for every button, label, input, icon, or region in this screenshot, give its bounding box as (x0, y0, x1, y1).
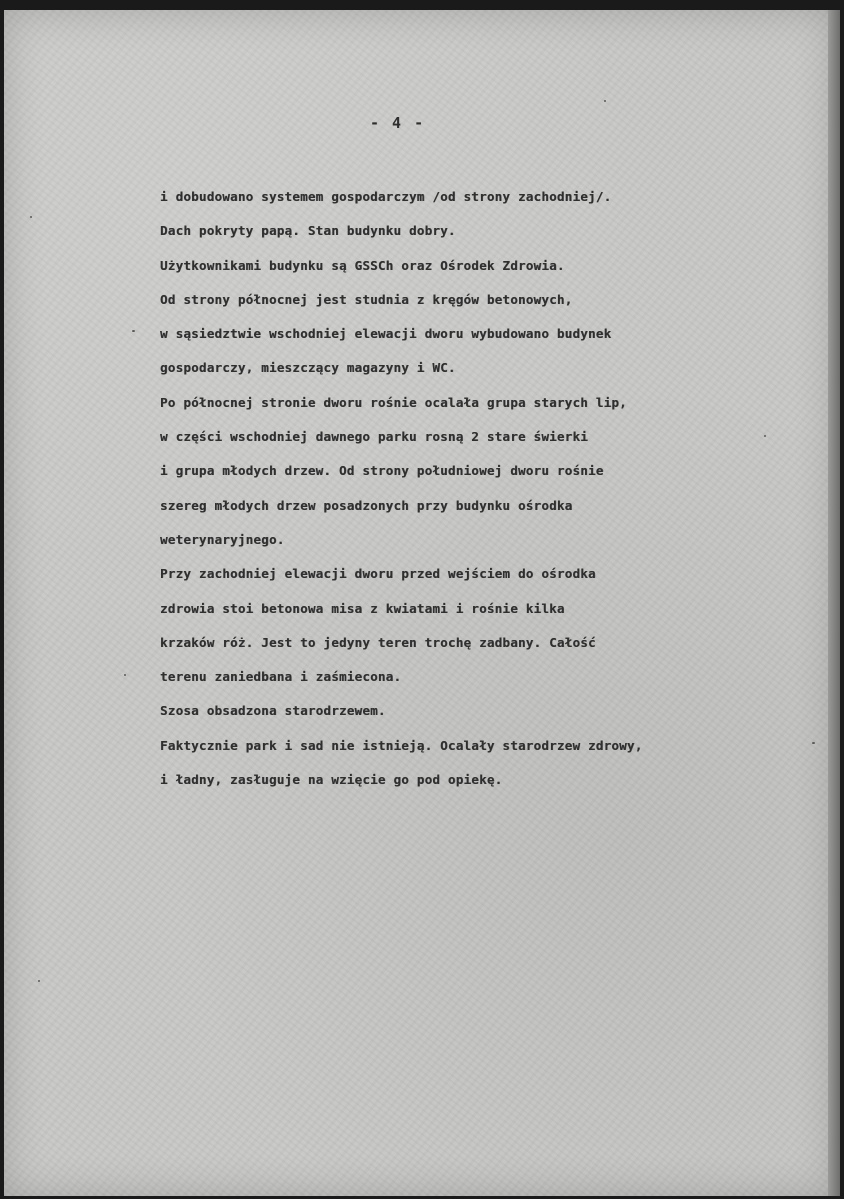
page-edge-shadow (828, 10, 840, 1196)
body-line: i dobudowano systemem gospodarczym /od strony zachodniej/. (160, 189, 612, 204)
speck (764, 435, 766, 437)
body-line: w części wschodniej dawnego parku rosną 2 stare świerki (160, 429, 589, 445)
speck (604, 100, 606, 102)
typewritten-body (160, 180, 820, 797)
body-line: weterynaryjnego. (160, 531, 285, 547)
body-line: i ładny, zasługuje na wzięcie go pod opiekę. (160, 772, 503, 788)
body-line: Od strony północnej jest studnia z kręgów betonowych, (160, 291, 573, 307)
page-number: - 4 - (370, 114, 426, 132)
speck (132, 330, 135, 332)
body-line: gospodarczy, mieszczący magazyny i WC. (160, 360, 456, 376)
body-line: i grupa młodych drzew. Od strony południowej dworu rośnie (160, 463, 604, 479)
body-line: w sąsiedztwie wschodniej elewacji dworu wybudowano budynek (160, 326, 612, 342)
body-line: terenu zaniedbana i zaśmiecona. (160, 669, 402, 685)
body-line: Faktycznie park i sad nie istnieją. Ocalały starodrzew zdrowy, (160, 737, 643, 753)
body-line: szereg młodych drzew posadzonych przy budynku ośrodka (160, 497, 573, 513)
body-line: zdrowia stoi betonowa misa z kwiatami i rośnie kilka (160, 600, 565, 616)
speck (38, 980, 40, 982)
speck (124, 674, 126, 676)
document-page (4, 10, 834, 1196)
body-line: Użytkownikami budynku są GSSCh oraz Ośrodek Zdrowia. (160, 257, 565, 273)
speck (812, 742, 815, 744)
body-line: Dach pokryty papą. Stan budynku dobry. (160, 223, 456, 239)
body-line: Po północnej stronie dworu rośnie ocalała grupa starych lip, (160, 394, 627, 410)
body-line: Szosa obsadzona starodrzewem. (160, 703, 386, 719)
body-line: Przy zachodniej elewacji dworu przed wejściem do ośrodka (160, 566, 596, 582)
body-line: krzaków róż. Jest to jedyny teren trochę zadbany. Całość (160, 634, 596, 650)
speck (30, 216, 32, 218)
